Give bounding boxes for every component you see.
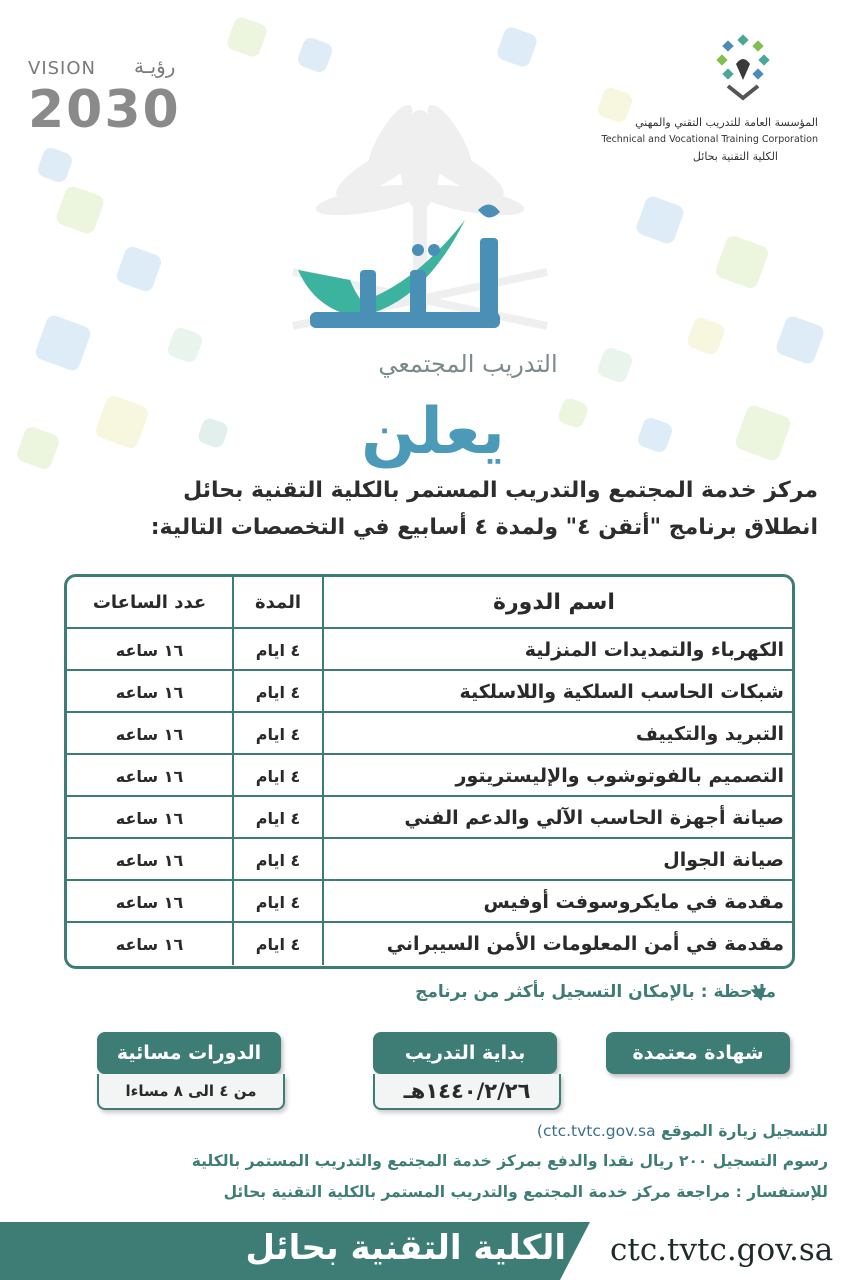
vision-title-ar: رؤيـة	[134, 54, 176, 78]
evening-courses-time: من ٤ الى ٨ مساءا	[97, 1074, 285, 1110]
course-duration: ٤ ايام	[232, 881, 322, 923]
table-row	[67, 669, 792, 713]
registration-url[interactable]: (ctc.tvtc.gov.sa	[536, 1122, 656, 1140]
table-row	[67, 795, 792, 839]
table-row	[67, 753, 792, 797]
course-hours: ١٦ ساعه	[115, 934, 184, 954]
tvtc-name-ar: المؤسسة العامة للتدريب التقني والمهني	[635, 116, 818, 129]
tvtc-logo-block	[601, 34, 818, 174]
registration-line	[537, 1122, 828, 1140]
course-hours: ١٦ ساعه	[115, 766, 184, 786]
start-date-value: ١٤٤٠/٢/٢٦هـ	[373, 1074, 561, 1110]
intro-line-1: مركز خدمة المجتمع والتدريب المستمر بالكلية التقنية بحائل	[183, 478, 818, 503]
inquiry-text: للإستفسار : مراجعة مركز خدمة المجتمع والتدريب المستمر بالكلية التقنية بحائل	[223, 1183, 828, 1201]
program-subtitle: التدريب المجتمعي	[378, 350, 558, 378]
table-row	[67, 627, 792, 671]
course-name: صيانة الجوال	[322, 839, 792, 881]
course-hours: ١٦ ساعه	[115, 808, 184, 828]
atqen-logo	[290, 200, 520, 350]
course-name: صيانة أجهزة الحاسب الآلي والدعم الفني	[322, 797, 792, 839]
course-duration: ٤ ايام	[232, 923, 322, 965]
tvtc-emblem-icon	[708, 34, 778, 104]
tvtc-name-en: Technical and Vocational Training Corporation	[601, 134, 818, 145]
table-row	[67, 837, 792, 881]
tvtc-college: الكلية التقنية بحائل	[692, 150, 778, 163]
registration-fees: رسوم التسجيل ٢٠٠ ريال نقدا والدفع بمركز خدمة المجتمع والتدريب المستمر بالكلية	[191, 1152, 828, 1170]
table-row	[67, 879, 792, 923]
vision-2030-logo	[14, 52, 200, 144]
vision-title: VISION	[28, 58, 96, 79]
header-duration: المدة	[232, 577, 322, 627]
course-duration: ٤ ايام	[232, 797, 322, 839]
evening-courses-label: الدورات مسائية	[97, 1032, 281, 1074]
footer-title: الكلية التقنية بحائل	[245, 1228, 566, 1268]
course-duration: ٤ ايام	[232, 755, 322, 797]
course-hours: ١٦ ساعه	[115, 724, 184, 744]
table-row	[67, 711, 792, 755]
course-duration: ٤ ايام	[232, 629, 322, 671]
course-hours: ١٦ ساعه	[115, 682, 184, 702]
table-row	[67, 921, 792, 965]
course-duration: ٤ ايام	[232, 839, 322, 881]
table-header-row	[67, 577, 792, 627]
intro-line-2: انطلاق برنامج "أتقن ٤" ولمدة ٤ أسابيع في التخصصات التالية:	[150, 515, 818, 540]
course-hours: ١٦ ساعه	[115, 640, 184, 660]
note-text: ملاحظة : بالإمكان التسجيل بأكثر من برنامج	[415, 982, 776, 1002]
course-name: مقدمة في مايكروسوفت أوفيس	[322, 881, 792, 923]
course-name: التصميم بالفوتوشوب والإليستريتور	[322, 755, 792, 797]
course-hours: ١٦ ساعه	[115, 892, 184, 912]
header-course-name: اسم الدورة	[322, 577, 792, 627]
certificate-badge: شهادة معتمدة	[606, 1032, 790, 1074]
course-name: التبريد والتكييف	[322, 713, 792, 755]
courses-table	[64, 574, 795, 969]
announce-heading: يعلن	[361, 395, 505, 469]
course-duration: ٤ ايام	[232, 713, 322, 755]
start-date-label: بداية التدريب	[373, 1032, 557, 1074]
course-hours: ١٦ ساعه	[115, 850, 184, 870]
course-name: شبكات الحاسب السلكية واللاسلكية	[322, 671, 792, 713]
registration-label: للتسجيل زيارة الموقع	[661, 1122, 828, 1140]
course-duration: ٤ ايام	[232, 671, 322, 713]
footer-url[interactable]: ctc.tvtc.gov.sa	[610, 1232, 834, 1268]
header-hours: عدد الساعات	[92, 591, 207, 613]
course-name: مقدمة في أمن المعلومات الأمن السيبراني	[322, 923, 792, 965]
course-name: الكهرباء والتمديدات المنزلية	[322, 629, 792, 671]
vision-year: 2030	[28, 80, 181, 140]
footer-bar	[0, 1222, 856, 1280]
